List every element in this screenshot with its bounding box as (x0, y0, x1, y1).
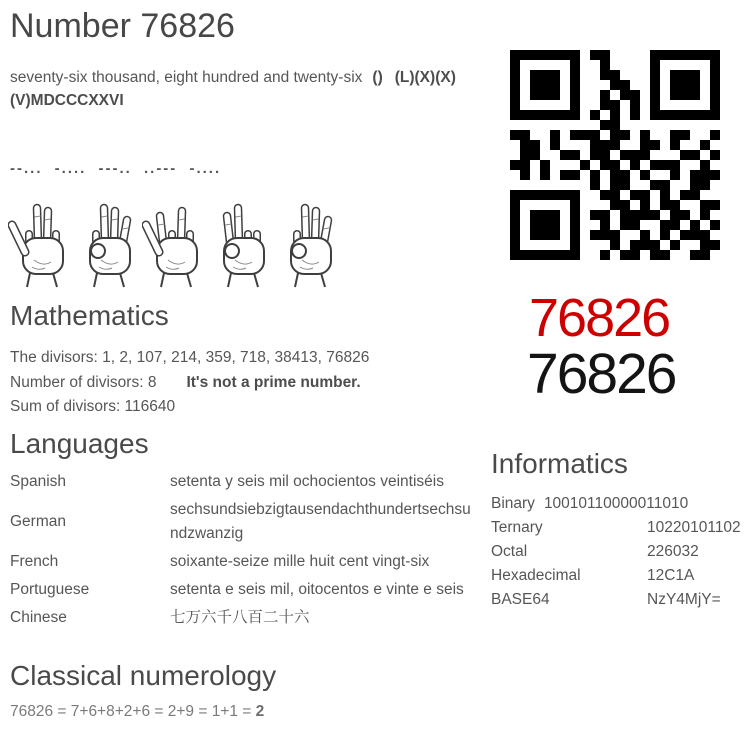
prime-note: It's not a prime number. (186, 373, 361, 391)
equation-result: 2 (255, 703, 265, 720)
languages-table (10, 468, 472, 632)
language-label: French (10, 553, 59, 570)
language-value: setenta y seis mil ochocientos veintiséis (170, 473, 444, 490)
informatics-row (491, 516, 741, 540)
informatics-row (491, 492, 741, 516)
informatics-value: 226032 (647, 543, 699, 560)
divisors-line: The divisors: 1, 2, 107, 214, 359, 718, 38413, 76826 (10, 349, 370, 366)
sign-language-hand-2 (209, 196, 273, 288)
sign-language-hand-6 (276, 196, 340, 288)
informatics-row (491, 540, 741, 564)
roman-numeral-part1: (L)(X) (394, 69, 436, 86)
informatics-value: 12C1A (647, 567, 695, 584)
numerology-equation (10, 703, 264, 721)
language-value: sechsundsiebzigtausendachthundertsechsundzwanzig (170, 501, 471, 542)
informatics-label: BASE64 (491, 591, 550, 608)
numerology-heading: Classical numerology (10, 660, 277, 691)
language-row (10, 496, 472, 548)
language-row (10, 548, 472, 576)
informatics-label: Binary (491, 495, 535, 512)
informatics-label: Octal (491, 543, 528, 560)
mathematics-facts (10, 346, 369, 420)
language-label: German (10, 513, 66, 530)
divisor-count-line (10, 371, 369, 396)
language-value: 七万六千八百二十六 (170, 609, 310, 626)
divisor-count: Number of divisors: 8 (10, 373, 157, 391)
roman-numeral-part2: (X)(V)MDCCCXXVI (10, 69, 456, 109)
morse-code: --... -.... ---.. ..--- -.... (10, 160, 222, 177)
language-label: Spanish (10, 473, 67, 490)
languages-heading: Languages (10, 428, 149, 459)
language-value: setenta e seis mil, oitocentos e vinte e seis (170, 581, 464, 598)
informatics-row (491, 588, 741, 612)
language-row (10, 576, 472, 604)
languages-table-body (10, 468, 472, 632)
number-description (10, 66, 480, 112)
language-label: Portuguese (10, 581, 90, 598)
mathematics-heading: Mathematics (10, 300, 169, 331)
sign-language-hand-6 (75, 196, 139, 288)
language-value: soixante-seize mille huit cent vingt-six (170, 553, 430, 570)
informatics-value: 10220101102 (647, 519, 741, 536)
sign-language-hands (8, 196, 343, 288)
informatics-table (491, 492, 741, 612)
informatics-heading: Informatics (491, 448, 628, 479)
informatics-row (491, 564, 741, 588)
informatics-label: Ternary (491, 519, 543, 536)
language-label: Chinese (10, 609, 67, 626)
qr-code (510, 50, 720, 260)
sign-language-hand-7 (8, 196, 72, 288)
sum-of-divisors: Sum of divisors: 116640 (10, 398, 176, 415)
sign-language-hand-8 (142, 196, 206, 288)
language-row (10, 468, 472, 496)
empty-parens: () (372, 69, 383, 86)
language-row (10, 604, 472, 632)
page-title: Number 76826 (10, 7, 235, 45)
informatics-label: Hexadecimal (491, 567, 581, 584)
equation-prefix: 76826 = 7+6+8+2+6 = 2+9 = 1+1 = (10, 703, 256, 720)
informatics-value: 10010110000011010 (543, 495, 689, 512)
number-red: 76826 (529, 288, 670, 348)
number-black: 76826 (527, 342, 676, 406)
informatics-value: NzY4MjY= (647, 591, 721, 608)
number-words: seventy-six thousand, eight hundred and twenty-six (10, 69, 363, 86)
